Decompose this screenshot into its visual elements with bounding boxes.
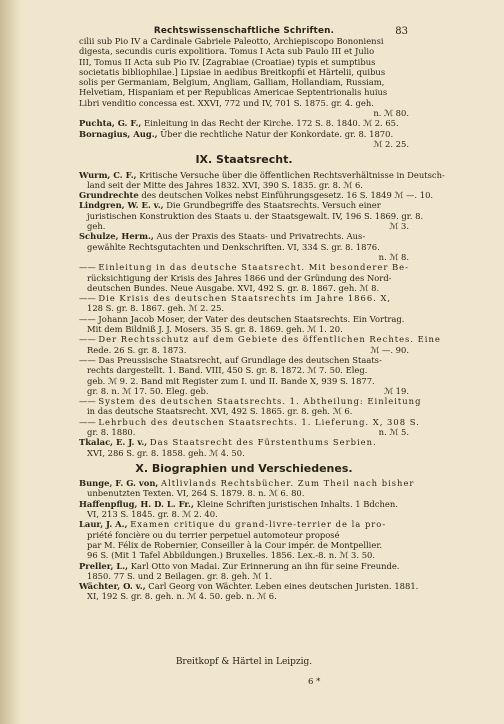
entry-line: juristischen Konstruktion des Staats u. der Staatsgewalt. IV, 196 S. 1869. gr. 8. (87, 210, 424, 221)
entry-author: Tkalac, E. J. v., (79, 437, 148, 448)
entry-line: Carl Georg von Wächter. Leben eines deutschen Juristen. 1881. (148, 581, 419, 592)
entry-line: III, Tomus II Acta sub Pio IV. [Zagrabiae (Croatiae) typis et sumptibus (79, 56, 376, 67)
catalog-entry (79, 416, 420, 438)
entry-author: —— (79, 293, 96, 304)
catalog-entry (79, 231, 409, 262)
entry-line: Einleitung in das deutsche Staatsrecht. Mit besonderer Be- (98, 262, 409, 273)
entry-line: unbenutzten Texten. VI, 264 S. 1879. 8. n. ℳ 6. 80. (87, 488, 305, 499)
entry-line: deutschen Bundes. Neue Ausgabe. XVI, 492 S. gr. 8. 1867. geh. ℳ 8. (87, 282, 380, 293)
catalog-entry (79, 190, 434, 201)
entry-author: Laur, J. A., (79, 519, 128, 530)
entry-line: Die Grundbegriffe des Staatsrechts. Versuch einer (166, 200, 381, 211)
entry-line: 96 S. (Mit 1 Tafel Abbildungen.) Bruxelles. 1856. Lex.-8. n. ℳ 3. 50. (87, 550, 376, 561)
entry-author: Wurm, C. F., (79, 169, 137, 180)
entry-author: —— (79, 313, 96, 324)
entry-line: gewählte Rechtsgutachten und Denkschriften. VI, 334 S. gr. 8. 1876. (87, 241, 380, 252)
entry-line: Das Staatsrecht des Fürstenthums Serbien. (149, 437, 377, 448)
entry-line: 1850. 77 S. und 2 Beilagen. gr. 8. geh. ℳ 1. (87, 570, 273, 581)
catalog-entry (79, 581, 419, 602)
entry-author: —— (79, 334, 96, 345)
entry-line: solis per Germaniam, Belgium, Angliam, Galliam, Hollandiam, Russiam, (79, 77, 385, 88)
entry-line: des deutschen Volkes nebst Einführungsgesetz. 16 S. 1849 ℳ —. 10. (141, 190, 434, 201)
entry-author: —— (79, 262, 96, 273)
catalog-entry (79, 355, 409, 396)
entry-line: Kleine Schriften juristischen Inhalts. 1 Bdchen. (196, 498, 398, 509)
entry-line: Libri venditio concessa est. XXVI, 772 und IV, 701 S. 1875. gr. 4. geh. (79, 97, 374, 108)
catalog-entry (79, 169, 445, 191)
entry-line: 128 S. gr. 8. 1867. geh. ℳ 2. 25. (87, 303, 225, 314)
entry-line: gr. 8. n. ℳ 17. 50. Eleg. geb. (87, 385, 209, 396)
entry-line: cilii sub Pio IV a Cardinale Gabriele Paleotto, Archiepiscopo Bononiensi (79, 36, 384, 46)
entry-line: rücksichtigung der Krisis des Jahres 1866 und der Gründung des Nord- (87, 272, 392, 283)
entry-line: in das deutsche Staatsrecht. XVI, 492 S. 1865. gr. 8. geh. ℳ 6. (87, 406, 353, 417)
entry-author: —— (79, 396, 96, 407)
entry-line: VI, 213 S. 1845. gr. 8. ℳ 2. 40. (87, 509, 218, 520)
entry-author: —— (79, 354, 96, 365)
catalog-entry (79, 334, 441, 355)
entry-price: n. ℳ 5. (378, 426, 409, 437)
entry-author: Bunge, F. G. von, (79, 478, 159, 489)
entry-line: XVI, 286 S. gr. 8. 1858. geh. ℳ 4. 50. (87, 447, 245, 458)
publisher-footer: Breitkopf & Härtel in Leipzig. (175, 657, 313, 667)
section-title-staatsrecht: IX. Staatsrecht. (195, 153, 293, 167)
entry-price: n. ℳ 8. (378, 251, 409, 262)
section-title-biographien: X. Biographien und Verschiedenes. (135, 461, 353, 475)
entry-line: Examen critique du grand-livre-terrier de la pro- (130, 519, 387, 530)
entry-author: Haffenpflug, H. D. L. Fr., (79, 498, 194, 509)
entry-line: digesta, secundis curis expolitiora. Tomus I Acta sub Paulo III et Julio (79, 46, 375, 57)
entry-line: Lehrbuch des deutschen Staatsrechts. 1. Lieferung. X, 308 S. (98, 416, 420, 427)
entry-author: Bornagius, Aug., (79, 128, 158, 139)
entry-line: Einleitung in das Recht der Kirche. 172 S. 8. 1840. ℳ 2. 65. (144, 118, 399, 129)
running-head: Rechtswissenschaftliche Schriften. (153, 26, 335, 36)
entry-line: Johann Jacob Moser, der Vater des deutschen Staatsrechts. Ein Vortrag. (98, 313, 405, 324)
entry-line: Kritische Versuche über die öffentlichen Rechtsverhältnisse in Deutsch- (139, 169, 445, 180)
entry-line: Die Krisis des deutschen Staatsrechts im Jahre 1866. X, (98, 293, 392, 304)
entry-line: Rede. 26 S. gr. 8. 1873. (87, 344, 187, 355)
entry-line: Der Rechtsschutz auf dem Gebiete des öffentlichen Rechtes. Eine (98, 334, 441, 345)
catalog-entry (79, 396, 422, 417)
page-content (79, 36, 445, 602)
entry-price: ℳ 19. (384, 385, 409, 396)
entry-line: Das Preussische Staatsrecht, auf Grundlage des deutschen Staats- (98, 354, 382, 365)
entry-author: Wächter, O. v., (79, 581, 146, 592)
catalog-entry (79, 262, 409, 293)
entry-line: Karl Otto von Madai. Zur Erinnerung an ihn für seine Freunde. (130, 560, 400, 571)
entry-line: System des deutschen Staatsrechts. 1. Abtheilung: Einleitung (98, 396, 422, 407)
catalog-entry (79, 561, 409, 582)
entry-author: Grundrechte (79, 190, 139, 201)
catalog-entry (79, 519, 409, 560)
entry-price: ℳ 3. (389, 221, 409, 232)
entry-line: societatis bibliophilae.] Lipsiae in aedibus Breitkopfii et Härtelii, quibus (79, 66, 386, 77)
entry-line: Über die rechtliche Natur der Konkordate. gr. 8. 1870. (160, 128, 394, 139)
entry-line: Helvetiam, Hispaniam et per Republicas Americae Septentrionalis huius (79, 87, 388, 98)
entry-price: n. ℳ 80. (373, 108, 409, 119)
entry-line: XI, 192 S. gr. 8. geh. n. ℳ 4. 50. geb. n. ℳ 6. (87, 591, 277, 602)
entry-line: rechts dargestellt. 1. Band. VIII, 450 S. gr. 8. 1872. ℳ 7. 50. Eleg. (87, 365, 368, 376)
catalog-entry (79, 36, 409, 118)
entry-line: gr. 8. 1880. (87, 426, 136, 437)
catalog-entry (79, 478, 415, 499)
catalog-entry (79, 314, 409, 335)
entry-line: priété foncière ou du terrier perpetuel automoteur proposé (87, 529, 340, 540)
entry-line: geb. ℳ 9. 2. Band mit Register zum I. und II. Bande X, 939 S. 1877. (87, 375, 375, 386)
entry-line: geh. (87, 221, 106, 232)
entry-author: Lindgren, W. E. v., (79, 200, 164, 211)
entry-line: land seit der Mitte des Jahres 1832. XVI, 390 S. 1835. gr. 8. ℳ 6. (87, 179, 363, 190)
entry-price: ℳ 2. 25. (373, 138, 409, 149)
catalog-entry (79, 200, 424, 232)
entry-line: Mit dem Bildniß J. J. Mosers. 35 S. gr. 8. 1869. geh. ℳ 1. 20. (87, 324, 343, 335)
entry-author: —— (79, 416, 96, 427)
entry-author: Preller, L., (79, 560, 129, 571)
entry-author: Schulze, Herm., (79, 231, 154, 242)
entry-line: par M. Félix de Robernier, Conseiller à la Cour impér. de Montpellier. (87, 539, 383, 550)
page-binding-shadow (0, 0, 22, 724)
catalog-entry (79, 118, 409, 128)
printer-signature: 6 * (308, 677, 321, 687)
catalog-entry (79, 293, 409, 314)
entry-line: Aus der Praxis des Staats- und Privatrechts. Aus- (156, 231, 366, 242)
page-number: 83 (395, 26, 408, 37)
entry-price: ℳ —. 90. (370, 344, 409, 355)
entry-author: Puchta, G. F., (79, 118, 142, 129)
catalog-entry (79, 129, 409, 150)
entry-line: Altlivlands Rechtsbücher. Zum Theil nach bisher (161, 478, 415, 489)
catalog-entry (79, 437, 409, 458)
catalog-entry (79, 499, 409, 520)
